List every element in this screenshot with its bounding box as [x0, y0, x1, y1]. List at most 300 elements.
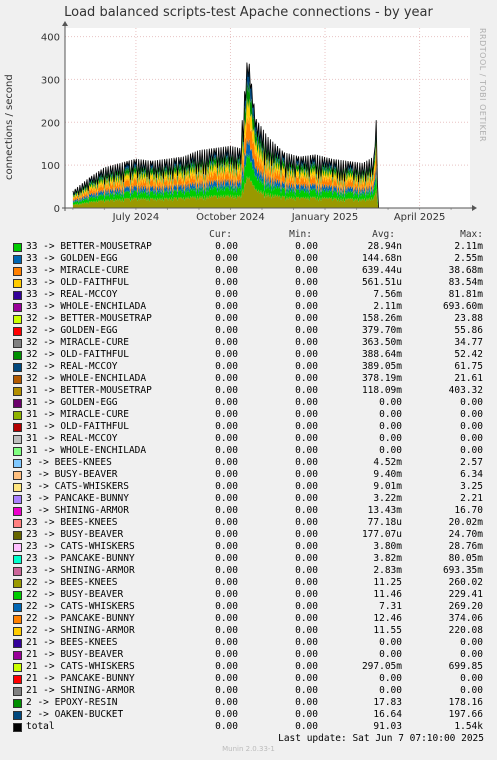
legend-header [0, 229, 497, 241]
legend-avg-value: 9.40m [373, 469, 402, 480]
legend-row [0, 553, 497, 565]
legend-series-name: 21 -> PANCAKE-BUNNY [26, 673, 135, 684]
legend-cur-value: 0.00 [215, 673, 238, 684]
legend-min-value: 0.00 [295, 325, 318, 336]
chart-plot [0, 0, 497, 225]
legend-row [0, 373, 497, 385]
legend-series-name: 33 -> GOLDEN-EGG [26, 253, 118, 264]
legend-swatch [13, 483, 22, 492]
legend-max-value: 0.00 [460, 649, 483, 660]
legend-min-value: 0.00 [295, 673, 318, 684]
legend-avg-value: 0.00 [379, 685, 402, 696]
legend-max-value: 61.75 [454, 361, 483, 372]
legend-cur-value: 0.00 [215, 349, 238, 360]
legend-max-value: 2.11m [454, 241, 483, 252]
legend-max-value: 0.00 [460, 409, 483, 420]
legend-swatch [13, 579, 22, 588]
legend-max-value: 197.66 [448, 709, 483, 720]
legend-cur-value: 0.00 [215, 301, 238, 312]
y-tick-label: 300 [40, 75, 60, 87]
legend-min-value: 0.00 [295, 277, 318, 288]
legend-min-value: 0.00 [295, 457, 318, 468]
legend-series-name: 23 -> BUSY-BEAVER [26, 529, 124, 540]
legend-min-value: 0.00 [295, 565, 318, 576]
legend-avg-value: 17.83 [373, 697, 402, 708]
legend-swatch [13, 255, 22, 264]
legend-cur-value: 0.00 [215, 721, 238, 732]
legend-row [0, 433, 497, 445]
legend-cur-value: 0.00 [215, 505, 238, 516]
legend-max-value: 0.00 [460, 685, 483, 696]
legend-row [0, 505, 497, 517]
legend-max-value: 34.77 [454, 337, 483, 348]
legend-series-name: 21 -> SHINING-ARMOR [26, 685, 135, 696]
legend-max-value: 260.02 [448, 577, 483, 588]
legend-min-value: 0.00 [295, 361, 318, 372]
legend-swatch [13, 555, 22, 564]
legend-max-value: 2.57 [460, 457, 483, 468]
legend-row [0, 637, 497, 649]
legend-min-value: 0.00 [295, 373, 318, 384]
x-ticks [73, 208, 451, 223]
legend-swatch [13, 279, 22, 288]
legend-avg-value: 639.44u [361, 265, 402, 276]
legend-max-value: 0.00 [460, 433, 483, 444]
legend-swatch [13, 711, 22, 720]
legend-series-name: 3 -> BEES-KNEES [26, 457, 112, 468]
legend-cur-value: 0.00 [215, 697, 238, 708]
legend-series-name: 32 -> MIRACLE-CURE [26, 337, 129, 348]
legend-series-name: 21 -> BUSY-BEAVER [26, 649, 124, 660]
legend-series-name: 22 -> PANCAKE-BUNNY [26, 613, 135, 624]
legend-swatch [13, 303, 22, 312]
legend-row [0, 301, 497, 313]
legend-cur-value: 0.00 [215, 541, 238, 552]
legend-cur-value: 0.00 [215, 637, 238, 648]
y-tick-label: 100 [40, 161, 60, 173]
legend-series-name: 21 -> BEES-KNEES [26, 637, 118, 648]
legend-avg-value: 0.00 [379, 397, 402, 408]
legend-row [0, 625, 497, 637]
legend-series-name: 22 -> BEES-KNEES [26, 577, 118, 588]
legend-swatch [13, 423, 22, 432]
legend-max-value: 220.08 [448, 625, 483, 636]
legend-row [0, 493, 497, 505]
legend-avg-value: 158.26m [361, 313, 402, 324]
legend-min-value: 0.00 [295, 397, 318, 408]
legend-cur-value: 0.00 [215, 337, 238, 348]
legend-max-value: 20.02m [448, 517, 483, 528]
legend-min-value: 0.00 [295, 517, 318, 528]
legend-avg-value: 91.03 [373, 721, 402, 732]
legend-swatch [13, 615, 22, 624]
legend-row [0, 649, 497, 661]
legend-min-value: 0.00 [295, 589, 318, 600]
legend-avg-value: 12.46 [373, 613, 402, 624]
legend-cur-value: 0.00 [215, 397, 238, 408]
legend-row [0, 457, 497, 469]
legend-swatch [13, 363, 22, 372]
legend-swatch [13, 519, 22, 528]
legend-min-value: 0.00 [295, 337, 318, 348]
legend-max-value: 80.05m [448, 553, 483, 564]
legend-series-name: total [26, 721, 55, 732]
x-tick-label: October 2024 [196, 212, 265, 223]
legend-cur-value: 0.00 [215, 625, 238, 636]
legend-row [0, 277, 497, 289]
legend-max-value: 693.60m [442, 301, 483, 312]
legend-avg-value: 16.64 [373, 709, 402, 720]
legend-row [0, 397, 497, 409]
legend-max-value: 1.54k [454, 721, 483, 732]
legend-swatch [13, 699, 22, 708]
legend-min-value: 0.00 [295, 313, 318, 324]
header-min: Min: [289, 229, 312, 240]
legend-cur-value: 0.00 [215, 685, 238, 696]
legend-row [0, 349, 497, 361]
legend-avg-value: 2.11m [373, 301, 402, 312]
x-tick-label: January 2025 [291, 212, 359, 223]
legend-max-value: 229.41 [448, 589, 483, 600]
legend-cur-value: 0.00 [215, 601, 238, 612]
legend-swatch [13, 591, 22, 600]
legend-swatch [13, 603, 22, 612]
legend-cur-value: 0.00 [215, 445, 238, 456]
legend-row [0, 529, 497, 541]
legend-cur-value: 0.00 [215, 529, 238, 540]
legend-avg-value: 7.56m [373, 289, 402, 300]
legend-series-name: 33 -> WHOLE-ENCHILADA [26, 301, 147, 312]
legend-series-name: 31 -> OLD-FAITHFUL [26, 421, 129, 432]
legend-row [0, 697, 497, 709]
legend-min-value: 0.00 [295, 385, 318, 396]
legend-min-value: 0.00 [295, 421, 318, 432]
legend-cur-value: 0.00 [215, 373, 238, 384]
legend-max-value: 0.00 [460, 397, 483, 408]
legend-swatch [13, 411, 22, 420]
legend-avg-value: 3.80m [373, 541, 402, 552]
legend-row [0, 265, 497, 277]
legend-row [0, 721, 497, 733]
legend-min-value: 0.00 [295, 613, 318, 624]
rrdtool-watermark: RRDTOOL / TOBI OETIKER [478, 28, 487, 143]
x-tick-label: July 2024 [112, 212, 160, 223]
legend-min-value: 0.00 [295, 301, 318, 312]
legend-avg-value: 2.83m [373, 565, 402, 576]
legend-row [0, 517, 497, 529]
x-tick-label: April 2025 [393, 212, 446, 223]
legend-avg-value: 77.18u [367, 517, 402, 528]
legend-swatch [13, 327, 22, 336]
legend-swatch [13, 627, 22, 636]
legend-series-name: 31 -> GOLDEN-EGG [26, 397, 118, 408]
legend-min-value: 0.00 [295, 493, 318, 504]
legend-min-value: 0.00 [295, 697, 318, 708]
legend-cur-value: 0.00 [215, 709, 238, 720]
legend-swatch [13, 399, 22, 408]
legend-max-value: 0.00 [460, 421, 483, 432]
legend-cur-value: 0.00 [215, 613, 238, 624]
legend-series-name: 33 -> REAL-MCCOY [26, 289, 118, 300]
legend-series-name: 32 -> REAL-MCCOY [26, 361, 118, 372]
legend-cur-value: 0.00 [215, 553, 238, 564]
legend-cur-value: 0.00 [215, 313, 238, 324]
legend-avg-value: 297.05m [361, 661, 402, 672]
legend-cur-value: 0.00 [215, 589, 238, 600]
legend-swatch [13, 495, 22, 504]
legend-swatch [13, 435, 22, 444]
legend-cur-value: 0.00 [215, 253, 238, 264]
legend-avg-value: 378.19m [361, 373, 402, 384]
legend-avg-value: 0.00 [379, 409, 402, 420]
legend-max-value: 693.35m [442, 565, 483, 576]
legend-series-name: 21 -> CATS-WHISKERS [26, 661, 135, 672]
legend-max-value: 55.86 [454, 325, 483, 336]
legend-avg-value: 144.68n [361, 253, 402, 264]
legend-swatch [13, 339, 22, 348]
legend-avg-value: 4.52m [373, 457, 402, 468]
legend-swatch [13, 567, 22, 576]
legend-row [0, 481, 497, 493]
legend-cur-value: 0.00 [215, 565, 238, 576]
legend-series-name: 3 -> PANCAKE-BUNNY [26, 493, 129, 504]
legend-swatch [13, 663, 22, 672]
legend-max-value: 178.16 [448, 697, 483, 708]
legend-swatch [13, 471, 22, 480]
legend-cur-value: 0.00 [215, 241, 238, 252]
legend-avg-value: 561.51u [361, 277, 402, 288]
legend-max-value: 374.06 [448, 613, 483, 624]
legend-row [0, 709, 497, 721]
legend-swatch [13, 723, 22, 732]
legend-min-value: 0.00 [295, 481, 318, 492]
legend-cur-value: 0.00 [215, 493, 238, 504]
legend-min-value: 0.00 [295, 601, 318, 612]
legend-swatch [13, 531, 22, 540]
legend-min-value: 0.00 [295, 529, 318, 540]
legend-row [0, 409, 497, 421]
legend-min-value: 0.00 [295, 445, 318, 456]
legend-series-name: 22 -> BUSY-BEAVER [26, 589, 124, 600]
y-tick-label: 200 [40, 118, 60, 130]
legend-avg-value: 3.22m [373, 493, 402, 504]
legend-avg-value: 0.00 [379, 649, 402, 660]
legend-min-value: 0.00 [295, 265, 318, 276]
legend-max-value: 699.85 [448, 661, 483, 672]
legend-row [0, 421, 497, 433]
y-axis-label: connections / second [4, 74, 15, 180]
legend-row [0, 289, 497, 301]
legend-max-value: 2.55m [454, 253, 483, 264]
legend-avg-value: 3.82m [373, 553, 402, 564]
legend-series-name: 33 -> MIRACLE-CURE [26, 265, 129, 276]
legend-max-value: 403.32 [448, 385, 483, 396]
legend-max-value: 81.81m [448, 289, 483, 300]
legend-row [0, 253, 497, 265]
legend-min-value: 0.00 [295, 577, 318, 588]
legend-cur-value: 0.00 [215, 649, 238, 660]
legend-min-value: 0.00 [295, 649, 318, 660]
legend-row [0, 541, 497, 553]
legend-swatch [13, 543, 22, 552]
legend-avg-value: 7.31 [379, 601, 402, 612]
legend-min-value: 0.00 [295, 433, 318, 444]
last-update: Last update: Sat Jun 7 07:10:00 2025 [278, 733, 484, 744]
legend-max-value: 269.20 [448, 601, 483, 612]
legend-avg-value: 118.09m [361, 385, 402, 396]
legend-series-name: 31 -> WHOLE-ENCHILADA [26, 445, 147, 456]
legend-max-value: 21.61 [454, 373, 483, 384]
legend-max-value: 23.88 [454, 313, 483, 324]
legend-min-value: 0.00 [295, 505, 318, 516]
legend-avg-value: 379.70m [361, 325, 402, 336]
legend-row [0, 325, 497, 337]
legend-min-value: 0.00 [295, 469, 318, 480]
chart-title: Load balanced scripts-test Apache connections - by year [64, 5, 433, 20]
legend-max-value: 83.54m [448, 277, 483, 288]
legend-row [0, 469, 497, 481]
legend-swatch [13, 507, 22, 516]
legend-swatch [13, 387, 22, 396]
legend-max-value: 16.70 [454, 505, 483, 516]
legend-swatch [13, 639, 22, 648]
legend [0, 229, 497, 733]
legend-series-name: 23 -> CATS-WHISKERS [26, 541, 135, 552]
legend-series-name: 32 -> BETTER-MOUSETRAP [26, 313, 152, 324]
legend-row [0, 565, 497, 577]
legend-series-name: 33 -> BETTER-MOUSETRAP [26, 241, 152, 252]
legend-row [0, 673, 497, 685]
legend-min-value: 0.00 [295, 241, 318, 252]
legend-rows [0, 241, 497, 733]
legend-row [0, 313, 497, 325]
legend-swatch [13, 315, 22, 324]
legend-series-name: 33 -> OLD-FAITHFUL [26, 277, 129, 288]
y-tick-label: 400 [40, 32, 60, 44]
legend-max-value: 0.00 [460, 637, 483, 648]
legend-avg-value: 28.94n [367, 241, 402, 252]
legend-avg-value: 389.05m [361, 361, 402, 372]
legend-min-value: 0.00 [295, 721, 318, 732]
legend-swatch [13, 687, 22, 696]
header-max: Max: [460, 229, 483, 240]
legend-row [0, 241, 497, 253]
legend-max-value: 52.42 [454, 349, 483, 360]
legend-cur-value: 0.00 [215, 577, 238, 588]
legend-cur-value: 0.00 [215, 457, 238, 468]
legend-series-name: 32 -> GOLDEN-EGG [26, 325, 118, 336]
legend-min-value: 0.00 [295, 289, 318, 300]
y-axis-arrow [62, 21, 68, 26]
legend-max-value: 3.25 [460, 481, 483, 492]
legend-avg-value: 0.00 [379, 421, 402, 432]
legend-row [0, 613, 497, 625]
munin-version: Munin 2.0.33-1 [222, 745, 275, 753]
legend-max-value: 2.21 [460, 493, 483, 504]
legend-min-value: 0.00 [295, 409, 318, 420]
legend-max-value: 6.34 [460, 469, 483, 480]
legend-row [0, 385, 497, 397]
legend-max-value: 24.70m [448, 529, 483, 540]
legend-cur-value: 0.00 [215, 265, 238, 276]
legend-max-value: 28.76m [448, 541, 483, 552]
legend-series-name: 23 -> BEES-KNEES [26, 517, 118, 528]
legend-swatch [13, 351, 22, 360]
y-ticks [41, 33, 60, 215]
legend-swatch [13, 675, 22, 684]
legend-series-name: 23 -> PANCAKE-BUNNY [26, 553, 135, 564]
header-cur: Cur: [209, 229, 232, 240]
legend-row [0, 661, 497, 673]
legend-cur-value: 0.00 [215, 517, 238, 528]
y-tick-label: 0 [53, 204, 60, 215]
legend-avg-value: 13.43m [367, 505, 402, 516]
legend-avg-value: 11.46 [373, 589, 402, 600]
legend-series-name: 31 -> BETTER-MOUSETRAP [26, 385, 152, 396]
header-avg: Avg: [372, 229, 395, 240]
legend-avg-value: 363.50m [361, 337, 402, 348]
legend-series-name: 3 -> SHINING-ARMOR [26, 505, 129, 516]
legend-min-value: 0.00 [295, 253, 318, 264]
legend-swatch [13, 459, 22, 468]
legend-avg-value: 0.00 [379, 433, 402, 444]
legend-series-name: 31 -> MIRACLE-CURE [26, 409, 129, 420]
legend-series-name: 2 -> EPOXY-RESIN [26, 697, 118, 708]
legend-row [0, 361, 497, 373]
legend-avg-value: 177.07u [361, 529, 402, 540]
legend-cur-value: 0.00 [215, 277, 238, 288]
legend-max-value: 38.68m [448, 265, 483, 276]
legend-min-value: 0.00 [295, 625, 318, 636]
legend-row [0, 589, 497, 601]
legend-min-value: 0.00 [295, 709, 318, 720]
legend-max-value: 0.00 [460, 673, 483, 684]
legend-cur-value: 0.00 [215, 409, 238, 420]
legend-row [0, 445, 497, 457]
legend-cur-value: 0.00 [215, 325, 238, 336]
legend-swatch [13, 447, 22, 456]
legend-swatch [13, 243, 22, 252]
legend-avg-value: 0.00 [379, 637, 402, 648]
legend-min-value: 0.00 [295, 349, 318, 360]
legend-max-value: 0.00 [460, 445, 483, 456]
legend-cur-value: 0.00 [215, 469, 238, 480]
legend-series-name: 32 -> OLD-FAITHFUL [26, 349, 129, 360]
legend-cur-value: 0.00 [215, 361, 238, 372]
legend-min-value: 0.00 [295, 685, 318, 696]
legend-avg-value: 11.55 [373, 625, 402, 636]
legend-cur-value: 0.00 [215, 289, 238, 300]
legend-cur-value: 0.00 [215, 661, 238, 672]
legend-avg-value: 9.01m [373, 481, 402, 492]
legend-swatch [13, 651, 22, 660]
legend-cur-value: 0.00 [215, 433, 238, 444]
legend-cur-value: 0.00 [215, 481, 238, 492]
legend-row [0, 685, 497, 697]
legend-swatch [13, 291, 22, 300]
legend-cur-value: 0.00 [215, 421, 238, 432]
legend-avg-value: 0.00 [379, 445, 402, 456]
legend-min-value: 0.00 [295, 553, 318, 564]
legend-series-name: 22 -> CATS-WHISKERS [26, 601, 135, 612]
legend-row [0, 601, 497, 613]
legend-swatch [13, 375, 22, 384]
legend-series-name: 32 -> WHOLE-ENCHILADA [26, 373, 147, 384]
legend-min-value: 0.00 [295, 541, 318, 552]
x-axis-arrow [472, 205, 477, 211]
legend-row [0, 337, 497, 349]
legend-series-name: 22 -> SHINING-ARMOR [26, 625, 135, 636]
